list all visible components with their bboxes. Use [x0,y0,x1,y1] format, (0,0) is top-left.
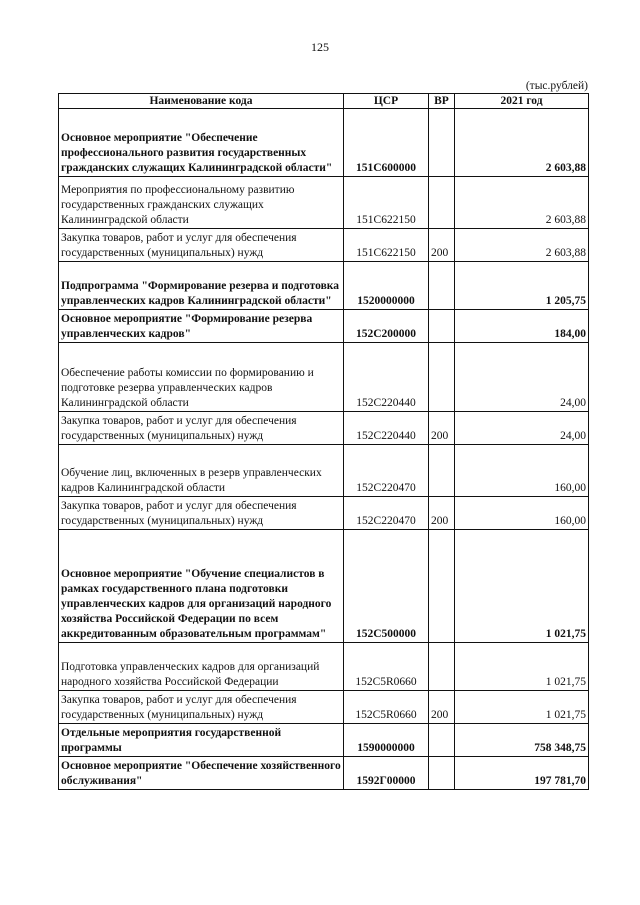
cell-name: Обучение лиц, включенных в резерв управленческих кадров Калининградской области [59,445,344,497]
table-body [59,109,589,790]
cell-vr: 200 [429,497,455,530]
cell-vr [429,530,455,643]
cell-vr: 200 [429,691,455,724]
cell-amount: 758 348,75 [455,724,589,757]
table-row [59,177,589,229]
cell-csr: 152С220470 [344,497,429,530]
table-row [59,229,589,262]
table-row [59,757,589,790]
table-row [59,643,589,691]
table-header-row [59,94,589,109]
cell-csr: 1520000000 [344,262,429,310]
cell-name: Закупка товаров, работ и услуг для обеспечения государственных (муниципальных) нужд [59,229,344,262]
cell-vr [429,343,455,412]
units-label: (тыс.рублей) [525,80,588,92]
cell-vr [429,643,455,691]
table-row [59,262,589,310]
table-row [59,310,589,343]
table-row [59,497,589,530]
cell-amount: 1 021,75 [455,691,589,724]
table-row [59,343,589,412]
cell-name: Закупка товаров, работ и услуг для обеспечения государственных (муниципальных) нужд [59,412,344,445]
cell-vr [429,262,455,310]
cell-amount: 24,00 [455,343,589,412]
cell-vr: 200 [429,412,455,445]
header-amount: 2021 год [455,94,589,109]
cell-amount: 1 021,75 [455,643,589,691]
cell-vr [429,757,455,790]
table-row [59,530,589,643]
cell-csr: 152С220440 [344,412,429,445]
cell-csr: 151С600000 [344,109,429,177]
budget-table [58,93,589,790]
cell-csr: 151С622150 [344,229,429,262]
cell-name: Закупка товаров, работ и услуг для обеспечения государственных (муниципальных) нужд [59,497,344,530]
cell-name: Основное мероприятие "Обеспечение хозяйственного обслуживания" [59,757,344,790]
cell-csr: 151С622150 [344,177,429,229]
cell-amount: 160,00 [455,497,589,530]
cell-vr [429,724,455,757]
page-number: 125 [311,40,329,54]
cell-name: Мероприятия по профессиональному развитию государственных гражданских служащих Калининградской области [59,177,344,229]
cell-csr: 1590000000 [344,724,429,757]
header-name: Наименование кода [59,94,344,109]
cell-amount: 1 021,75 [455,530,589,643]
cell-name: Закупка товаров, работ и услуг для обеспечения государственных (муниципальных) нужд [59,691,344,724]
cell-name: Отдельные мероприятия государственной программы [59,724,344,757]
cell-csr: 1592Г00000 [344,757,429,790]
cell-amount: 197 781,70 [455,757,589,790]
table-row [59,691,589,724]
cell-name: Основное мероприятие "Обеспечение профессионального развития государственных гражданских служащих Калининградской области" [59,109,344,177]
cell-name: Обеспечение работы комиссии по формированию и подготовке резерва управленческих кадров Калининградской области [59,343,344,412]
table-row [59,445,589,497]
table-row [59,412,589,445]
cell-amount: 184,00 [455,310,589,343]
cell-csr: 152С220470 [344,445,429,497]
cell-csr: 152С5R0660 [344,643,429,691]
cell-csr: 152С500000 [344,530,429,643]
header-vr: ВР [429,94,455,109]
cell-amount: 1 205,75 [455,262,589,310]
cell-name: Подпрограмма "Формирование резерва и подготовка управленческих кадров Калининградской области" [59,262,344,310]
cell-amount: 24,00 [455,412,589,445]
cell-csr: 152С5R0660 [344,691,429,724]
cell-amount: 2 603,88 [455,229,589,262]
cell-amount: 2 603,88 [455,177,589,229]
cell-vr [429,445,455,497]
cell-vr [429,177,455,229]
cell-name: Подготовка управленческих кадров для организаций народного хозяйства Российской Федерации [59,643,344,691]
cell-name: Основное мероприятие "Формирование резерва управленческих кадров" [59,310,344,343]
cell-vr: 200 [429,229,455,262]
cell-vr [429,109,455,177]
cell-name: Основное мероприятие "Обучение специалистов в рамках государственного плана подготовки управленческих кадров для организаций народного хозяйства Российской Федерации по всем аккредитованным образовательным программам" [59,530,344,643]
table-row [59,109,589,177]
cell-csr: 152С200000 [344,310,429,343]
cell-vr [429,310,455,343]
cell-amount: 160,00 [455,445,589,497]
cell-amount: 2 603,88 [455,109,589,177]
table-row [59,724,589,757]
cell-csr: 152С220440 [344,343,429,412]
header-csr: ЦСР [344,94,429,109]
